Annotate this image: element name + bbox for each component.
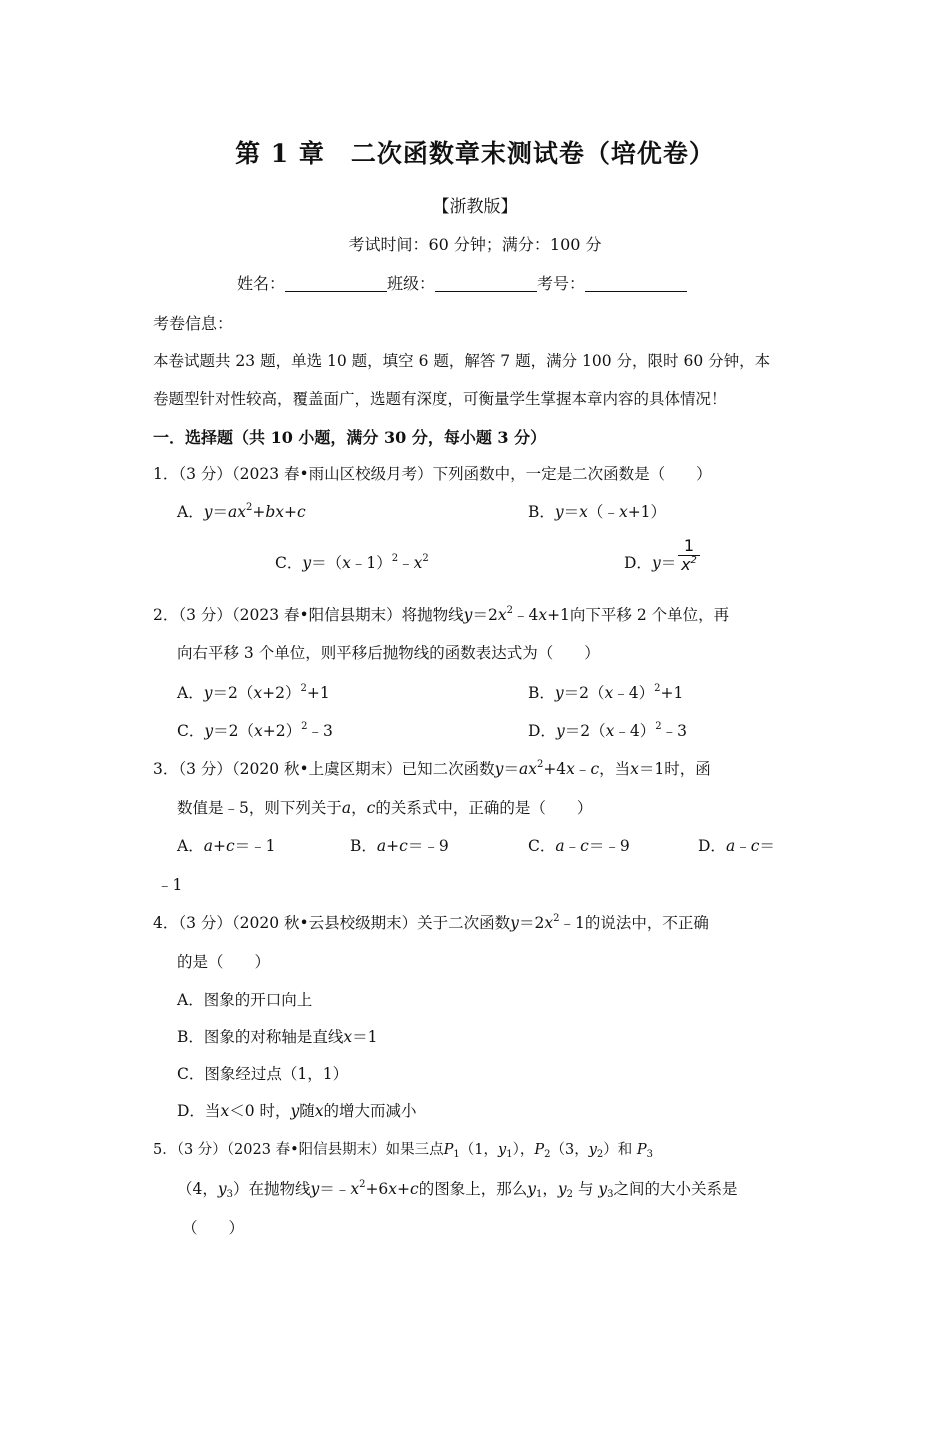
q3-option-c: C．a﹣c＝﹣9 — [528, 837, 630, 855]
info-line-2: 卷题型针对性较高，覆盖面广，选题有深度，可衡量学生掌握本章内容的具体情况！ — [153, 390, 727, 408]
q4-line-1: 4．（3 分）（2020 秋•云县校级期末）关于二次函数$y=2x^2﹣1$的说法中，不正确 — [153, 913, 709, 932]
q1-option-a: A．$y=ax^2+bx+c$ — [177, 502, 306, 521]
q5-line-2: （4，$y_3$）在抛物线$y=﹣x^2+6x+c$的图象上，那么$y_1$，$y_2$ 与 $y_3$之间的大小关系是 — [177, 1179, 738, 1200]
q5-line-3: （ ） — [182, 1219, 245, 1237]
name-blank[interactable] — [285, 275, 387, 292]
q5-line-1: 5．（3 分）（2023 春•阳信县期末）如果三点$P_1(1$，$y_1$），$P_2(3$，$y_2$）和 $P_3$ — [153, 1142, 654, 1160]
section-heading: 一．选择题（共 10 小题，满分 30 分，每小题 3 分） — [153, 428, 547, 447]
info-line-1: 本卷试题共 23 题，单选 10 题，填空 6 题，解答 7 题，满分 100 分，限时 60 分钟，本 — [153, 352, 771, 370]
q1-option-d-fraction — [678, 537, 700, 574]
fraction-denominator: $x^2$ — [681, 555, 697, 574]
q4-option-b: B．图象的对称轴是直线x＝1 — [177, 1028, 378, 1046]
info-heading: 考卷信息： — [153, 314, 234, 333]
q4-option-a: A．图象的开口向上 — [177, 991, 313, 1009]
q3-option-a: A．a+c＝﹣1 — [177, 837, 276, 855]
q1-option-d: D．y＝ — [624, 554, 677, 572]
fraction-numerator: 1 — [683, 536, 695, 555]
q4-option-d: D．当x＜0 时，y随x的增大而减小 — [177, 1102, 417, 1120]
edition-label: 【浙教版】 — [432, 197, 518, 217]
q2-line-1: 2．（3 分）（2023 春•阳信县期末）将抛物线$y=2x^2﹣4x+1$向下平移 2 个单位，再 — [153, 605, 730, 624]
q4-option-c: C．图象经过点（1，1） — [177, 1065, 349, 1083]
q3-option-b: B．a+c＝﹣9 — [350, 837, 449, 855]
q1-option-c: C．$y=(x﹣1)^2﹣x^2$ — [275, 553, 429, 572]
q2-option-b: B．y＝2（x﹣4）$^2$+1 — [528, 683, 684, 702]
student-fields — [237, 271, 687, 294]
q3-option-d-cont: ﹣1 — [157, 876, 183, 894]
id-label: 考号： — [537, 274, 586, 293]
q3-line-1: 3．（3 分）（2020 秋•上虞区期末）已知二次函数$y=ax^2+4x﹣c$，当x＝1时，函 — [153, 759, 711, 778]
q1-option-b: B．y＝x（﹣x+1） — [528, 503, 667, 521]
exam-info: 考试时间：60 分钟；满分：100 分 — [348, 235, 602, 254]
id-blank[interactable] — [585, 275, 687, 292]
q3-line-2: 数值是﹣5，则下列关于a，c的关系式中，正确的是（ ） — [177, 799, 593, 817]
q2-option-d: D．y＝2（x﹣4）$^2$﹣3 — [528, 721, 687, 740]
name-label: 姓名： — [237, 274, 286, 293]
q4-line-2: 的是（ ） — [177, 953, 271, 971]
class-label: 班级： — [387, 274, 436, 293]
q1-stem: 1．（3 分）（2023 春•雨山区校级月考）下列函数中，一定是二次函数是（ ） — [153, 465, 712, 483]
q3-option-d: D．a﹣c＝ — [698, 837, 775, 855]
q2-line-2: 向右平移 3 个单位，则平移后抛物线的函数表达式为（ ） — [177, 644, 600, 662]
q2-option-a: A．$y=2(x+2)^2+1$ — [177, 683, 330, 702]
class-blank[interactable] — [435, 275, 537, 292]
page-title: 第 1 章 二次函数章末测试卷（培优卷） — [235, 139, 715, 168]
q2-option-c: C．$y=2(x+2)^2﹣3$ — [177, 721, 333, 740]
